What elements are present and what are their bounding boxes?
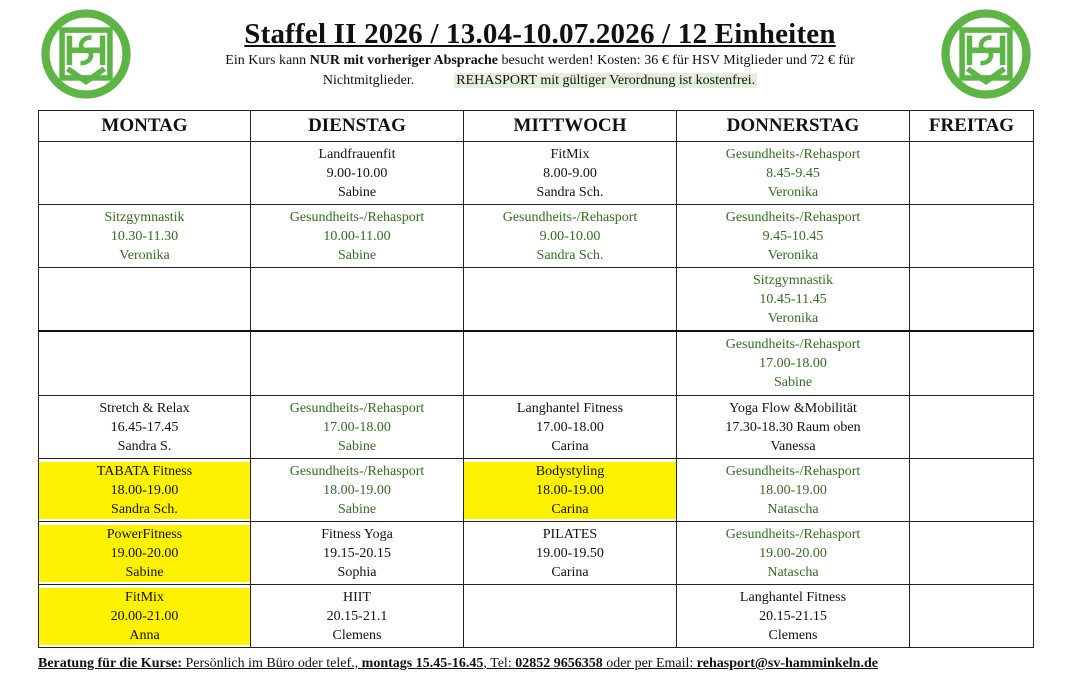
info-line-1 bbox=[0, 53, 1080, 69]
schedule-cell-montag bbox=[39, 205, 251, 268]
course-time bbox=[677, 418, 909, 437]
course-name-text: Gesundheits-/Rehasport bbox=[289, 401, 425, 416]
schedule-cell-montag bbox=[39, 142, 251, 205]
schedule-cell-dienstag bbox=[251, 205, 464, 268]
course-name bbox=[251, 525, 463, 544]
course-time-text: 20.15-21.15 bbox=[759, 609, 827, 624]
course-trainer bbox=[464, 437, 676, 456]
info-line2-text: Nichtmitglieder. bbox=[322, 73, 415, 88]
course-name bbox=[39, 462, 250, 481]
course-trainer-text: Veronika bbox=[767, 248, 819, 263]
schedule-row bbox=[39, 331, 1034, 396]
course-name-text: Langhantel Fitness bbox=[516, 401, 624, 416]
course-time bbox=[677, 164, 909, 183]
course-trainer-text: Veronika bbox=[767, 311, 819, 326]
course-name bbox=[464, 399, 676, 418]
course-time-text: 19.15-20.15 bbox=[323, 546, 391, 561]
course-name bbox=[464, 525, 676, 544]
day-header-donnerstag: DONNERSTAG bbox=[677, 111, 910, 142]
course-time-text: 19.00-19.50 bbox=[536, 546, 604, 561]
info-line-2 bbox=[0, 73, 1080, 89]
course-trainer-text: Veronika bbox=[119, 248, 170, 263]
course-name bbox=[39, 399, 250, 418]
footer-text1: Persönlich im Büro oder telef., bbox=[182, 656, 362, 671]
course-trainer-text: Sandra S. bbox=[117, 439, 172, 454]
course-time-text: 17.30-18.30 Raum oben bbox=[725, 420, 861, 435]
schedule-cell-mittwoch bbox=[464, 142, 677, 205]
course-name-text: Landfrauenfit bbox=[318, 147, 396, 162]
course-trainer-text: Carina bbox=[551, 502, 589, 517]
course-trainer-text: Clemens bbox=[332, 628, 382, 643]
schedule-cell-donnerstag bbox=[677, 522, 910, 585]
course-trainer-text: Sabine bbox=[337, 248, 377, 263]
course-trainer bbox=[677, 437, 909, 456]
course-trainer bbox=[677, 183, 909, 202]
course-trainer-text: Sabine bbox=[773, 374, 813, 390]
course-name bbox=[677, 271, 909, 290]
course-time bbox=[39, 544, 250, 563]
schedule-cell-donnerstag bbox=[677, 142, 910, 205]
course-name-text: Gesundheits-/Rehasport bbox=[725, 464, 861, 479]
course-name-text: Gesundheits-/Rehasport bbox=[725, 336, 861, 352]
schedule-cell-mittwoch bbox=[464, 585, 677, 648]
course-trainer-text: Carina bbox=[551, 565, 589, 580]
course-name-text: Sitzgymnastik bbox=[752, 273, 834, 288]
footer-email[interactable]: rehasport@sv-hamminkeln.de bbox=[696, 656, 878, 671]
schedule-cell-mittwoch bbox=[464, 396, 677, 459]
schedule-cell-dienstag bbox=[251, 585, 464, 648]
course-trainer bbox=[39, 246, 250, 265]
course-time-text: 9.45-10.45 bbox=[762, 229, 824, 244]
schedule-row bbox=[39, 585, 1034, 648]
course-name-text: Gesundheits-/Rehasport bbox=[289, 464, 425, 479]
schedule-cell-montag bbox=[39, 522, 251, 585]
course-name-text: Bodystyling bbox=[535, 464, 605, 479]
course-name-text: TABATA Fitness bbox=[96, 464, 193, 479]
schedule-body bbox=[39, 142, 1034, 648]
schedule-cell-mittwoch bbox=[464, 331, 677, 396]
day-header-dienstag: DIENSTAG bbox=[251, 111, 464, 142]
course-time-text: 10.30-11.30 bbox=[110, 229, 179, 244]
course-time-text: 18.00-19.00 bbox=[759, 483, 827, 498]
schedule-cell-donnerstag bbox=[677, 331, 910, 396]
schedule-cell-donnerstag bbox=[677, 268, 910, 331]
course-time bbox=[251, 607, 463, 626]
course-trainer-text: Veronika bbox=[767, 185, 819, 200]
schedule-cell-donnerstag bbox=[677, 396, 910, 459]
course-name bbox=[464, 145, 676, 164]
course-trainer bbox=[39, 563, 250, 582]
course-name-text: Sitzgymnastik bbox=[104, 210, 185, 225]
course-name-text: PILATES bbox=[542, 527, 598, 542]
course-time bbox=[464, 418, 676, 437]
course-time-text: 8.45-9.45 bbox=[766, 166, 820, 181]
course-name bbox=[677, 588, 909, 607]
schedule-cell-freitag bbox=[910, 459, 1034, 522]
course-time-text: 17.00-18.00 bbox=[323, 420, 391, 435]
schedule-cell-montag bbox=[39, 459, 251, 522]
course-trainer-text: Carina bbox=[551, 439, 589, 454]
course-name-text: Gesundheits-/Rehasport bbox=[502, 210, 638, 225]
schedule-cell-dienstag bbox=[251, 331, 464, 396]
course-trainer-text: Natascha bbox=[767, 565, 819, 580]
day-header-mittwoch: MITTWOCH bbox=[464, 111, 677, 142]
course-name bbox=[677, 525, 909, 544]
course-name-text: Fitness Yoga bbox=[321, 527, 393, 542]
course-trainer bbox=[464, 246, 676, 265]
course-time-text: 18.00-19.00 bbox=[536, 483, 604, 498]
course-trainer bbox=[677, 626, 909, 645]
course-trainer-text: Sabine bbox=[337, 185, 377, 200]
course-time-text: 10.00-11.00 bbox=[323, 229, 391, 244]
course-trainer bbox=[464, 500, 676, 519]
course-name-text: Langhantel Fitness bbox=[739, 590, 847, 605]
course-name bbox=[251, 588, 463, 607]
course-name-text: Yoga Flow &Mobilität bbox=[729, 401, 857, 416]
course-name-text: Gesundheits-/Rehasport bbox=[725, 147, 861, 162]
schedule-cell-freitag bbox=[910, 268, 1034, 331]
course-trainer-text: Vanessa bbox=[770, 439, 816, 454]
schedule-cell-montag bbox=[39, 268, 251, 331]
day-header-row bbox=[39, 111, 1034, 142]
course-time bbox=[464, 227, 676, 246]
course-name bbox=[677, 145, 909, 164]
course-time-text: 18.00-19.00 bbox=[323, 483, 391, 498]
footer-phone: 02852 9656358 bbox=[515, 656, 603, 671]
course-trainer bbox=[251, 626, 463, 645]
course-time bbox=[39, 481, 250, 500]
course-name bbox=[677, 208, 909, 227]
schedule-cell-mittwoch bbox=[464, 268, 677, 331]
course-trainer bbox=[39, 626, 250, 645]
course-name bbox=[677, 335, 909, 354]
course-time-text: 9.00-10.00 bbox=[539, 229, 601, 244]
schedule-cell-freitag bbox=[910, 396, 1034, 459]
course-trainer bbox=[39, 500, 250, 519]
course-trainer-text: Sabine bbox=[125, 565, 164, 580]
footer-text2: , Tel: bbox=[483, 656, 516, 671]
schedule-cell-dienstag bbox=[251, 522, 464, 585]
course-trainer bbox=[251, 246, 463, 265]
course-trainer bbox=[464, 563, 676, 582]
schedule-cell-mittwoch bbox=[464, 205, 677, 268]
course-time bbox=[39, 227, 250, 246]
info-suffix: besucht werden! Kosten: 36 € für HSV Mitglieder und 72 € für bbox=[498, 53, 855, 68]
course-trainer-text: Sandra Sch. bbox=[536, 185, 604, 200]
schedule-cell-donnerstag bbox=[677, 585, 910, 648]
footer-contact bbox=[38, 656, 1033, 672]
course-time bbox=[39, 418, 250, 437]
course-trainer-text: Clemens bbox=[768, 628, 818, 643]
course-time-text: 17.00-18.00 bbox=[759, 355, 827, 371]
course-name bbox=[677, 462, 909, 481]
course-name bbox=[39, 525, 250, 544]
schedule-row bbox=[39, 142, 1034, 205]
schedule-row bbox=[39, 459, 1034, 522]
footer-text3: oder per Email: bbox=[602, 656, 697, 671]
schedule-cell-freitag bbox=[910, 585, 1034, 648]
course-name-text: Stretch & Relax bbox=[99, 401, 190, 416]
course-time bbox=[677, 481, 909, 500]
schedule-cell-freitag bbox=[910, 331, 1034, 396]
course-name bbox=[251, 462, 463, 481]
course-time-text: 19.00-20.00 bbox=[110, 546, 179, 561]
course-name-text: FitMix bbox=[125, 590, 164, 605]
schedule-cell-donnerstag bbox=[677, 205, 910, 268]
course-trainer bbox=[464, 183, 676, 202]
course-time bbox=[677, 227, 909, 246]
schedule-cell-mittwoch bbox=[464, 522, 677, 585]
course-name bbox=[464, 462, 676, 481]
schedule-cell-dienstag bbox=[251, 459, 464, 522]
course-time bbox=[677, 607, 909, 626]
schedule-row bbox=[39, 205, 1034, 268]
course-time bbox=[464, 164, 676, 183]
schedule-cell-freitag bbox=[910, 205, 1034, 268]
course-name-text: Gesundheits-/Rehasport bbox=[725, 527, 861, 542]
schedule-cell-mittwoch bbox=[464, 459, 677, 522]
course-time bbox=[464, 544, 676, 563]
day-header-montag: MONTAG bbox=[39, 111, 251, 142]
course-time bbox=[251, 164, 463, 183]
schedule-row bbox=[39, 396, 1034, 459]
course-trainer bbox=[677, 246, 909, 265]
course-time-text: 16.45-17.45 bbox=[110, 420, 179, 435]
course-trainer bbox=[251, 500, 463, 519]
course-trainer-text: Sandra Sch. bbox=[111, 502, 178, 517]
course-time bbox=[677, 544, 909, 563]
info-bold: NUR mit vorheriger Absprache bbox=[309, 53, 499, 68]
course-trainer bbox=[251, 437, 463, 456]
schedule-cell-montag bbox=[39, 396, 251, 459]
course-time bbox=[464, 481, 676, 500]
course-time-text: 10.45-11.45 bbox=[759, 292, 827, 307]
schedule-cell-montag bbox=[39, 331, 251, 396]
course-name-text: Gesundheits-/Rehasport bbox=[725, 210, 861, 225]
course-trainer-text: Sabine bbox=[337, 439, 377, 454]
day-header-freitag: FREITAG bbox=[910, 111, 1034, 142]
course-time-text: 20.00-21.00 bbox=[110, 609, 179, 624]
info-prefix: Ein Kurs kann bbox=[225, 53, 310, 68]
course-trainer-text: Natascha bbox=[767, 502, 819, 517]
course-name bbox=[464, 208, 676, 227]
schedule-cell-freitag bbox=[910, 142, 1034, 205]
course-time bbox=[251, 227, 463, 246]
schedule-cell-dienstag bbox=[251, 396, 464, 459]
course-time bbox=[677, 290, 909, 309]
schedule-cell-dienstag bbox=[251, 268, 464, 331]
course-name-text: Gesundheits-/Rehasport bbox=[289, 210, 425, 225]
course-time-text: 8.00-9.00 bbox=[543, 166, 597, 181]
course-trainer bbox=[677, 563, 909, 582]
course-name bbox=[677, 399, 909, 418]
course-trainer bbox=[39, 437, 250, 456]
schedule-row bbox=[39, 268, 1034, 331]
course-trainer bbox=[677, 309, 909, 328]
course-trainer-text: Sabine bbox=[337, 502, 377, 517]
course-time-text: 19.00-20.00 bbox=[759, 546, 827, 561]
course-time bbox=[251, 418, 463, 437]
schedule-cell-donnerstag bbox=[677, 459, 910, 522]
rehasport-note: REHASPORT mit gültiger Verordnung ist kostenfrei. bbox=[456, 73, 756, 88]
course-trainer bbox=[251, 563, 463, 582]
course-name-text: PowerFitness bbox=[106, 527, 183, 542]
course-name bbox=[251, 145, 463, 164]
course-time bbox=[677, 354, 909, 373]
course-trainer bbox=[677, 373, 909, 392]
course-name bbox=[39, 588, 250, 607]
schedule-row bbox=[39, 522, 1034, 585]
course-time-text: 20.15-21.1 bbox=[326, 609, 388, 624]
course-name bbox=[251, 399, 463, 418]
course-name-text: FitMix bbox=[550, 147, 590, 162]
course-time bbox=[39, 607, 250, 626]
course-name-text: HIIT bbox=[343, 590, 371, 605]
course-trainer-text: Sandra Sch. bbox=[536, 248, 604, 263]
course-time-text: 18.00-19.00 bbox=[110, 483, 179, 498]
schedule-table bbox=[38, 110, 1034, 648]
course-trainer bbox=[677, 500, 909, 519]
schedule-cell-dienstag bbox=[251, 142, 464, 205]
page-title: Staffel II 2026 / 13.04-10.07.2026 / 12 Einheiten bbox=[244, 18, 836, 50]
course-trainer-text: Sophia bbox=[337, 565, 377, 580]
schedule-cell-freitag bbox=[910, 522, 1034, 585]
course-name bbox=[39, 208, 250, 227]
course-time-text: 9.00-10.00 bbox=[326, 166, 388, 181]
course-time bbox=[251, 544, 463, 563]
course-time-text: 17.00-18.00 bbox=[536, 420, 604, 435]
schedule-cell-montag bbox=[39, 585, 251, 648]
course-time bbox=[251, 481, 463, 500]
course-trainer-text: Anna bbox=[129, 628, 160, 643]
course-trainer bbox=[251, 183, 463, 202]
course-name bbox=[251, 208, 463, 227]
footer-label: Beratung für die Kurse: bbox=[38, 656, 183, 671]
footer-hours: montags 15.45-16.45 bbox=[361, 656, 484, 671]
